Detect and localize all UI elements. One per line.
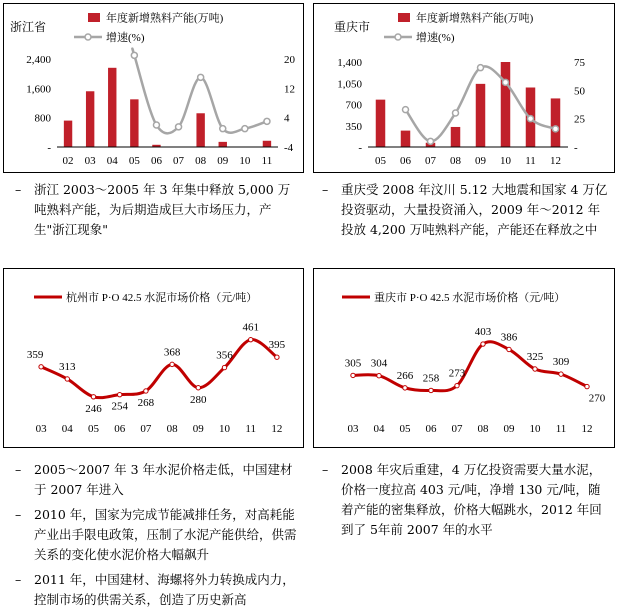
legend-line-marker: [85, 34, 91, 40]
right-tick-label: 4: [284, 112, 290, 125]
price-point: [91, 395, 95, 399]
x-tick-label: 12: [271, 423, 283, 435]
bar: [64, 121, 72, 147]
x-tick-label: 12: [581, 423, 593, 435]
x-tick-label: 08: [166, 423, 178, 435]
data-label: 304: [370, 357, 388, 370]
price-point: [275, 355, 279, 359]
x-tick-label: 10: [239, 155, 251, 167]
x-tick-label: 08: [450, 155, 461, 167]
x-tick-label: 07: [425, 155, 436, 167]
legend-bar-label: 年度新增熟料产能(万吨): [416, 12, 534, 25]
zhejiang-capacity-chart: [4, 4, 305, 174]
chart-title: 重庆市 P·O 42.5 水泥市场价格（元/吨）: [374, 292, 566, 304]
data-label: 395: [268, 339, 286, 352]
right-tick-label: 12: [284, 83, 295, 96]
legend-line-label: 增速(%): [416, 32, 455, 44]
x-tick-label: 03: [84, 155, 96, 167]
growth-point: [453, 110, 459, 116]
chongqing-capacity-panel: [313, 3, 615, 173]
x-tick-label: 07: [140, 423, 152, 435]
left-tick-label: 1,600: [26, 83, 51, 96]
hangzhou-price-panel: [3, 268, 304, 448]
data-label: 356: [216, 349, 233, 362]
x-tick-label: 03: [35, 423, 47, 435]
x-tick-label: 04: [61, 423, 73, 435]
data-label: 309: [552, 356, 570, 369]
note-item: – 2011 年，中国建材、海螺将外力转换成内力，控制市场的供需关系，创造了历史新高: [15, 572, 295, 607]
chart-title: 杭州市 P·O 42.5 水泥市场价格（元/吨）: [66, 292, 258, 304]
x-tick-label: 07: [451, 423, 463, 435]
bar: [401, 131, 411, 147]
legend-line-marker: [395, 34, 401, 40]
chongqing-price-notes: [322, 460, 612, 545]
chart-title: 浙江省: [10, 20, 47, 34]
note-item: – 2005～2007 年 3 年水泥价格走低，中国建材于 2007 年进入: [15, 462, 293, 497]
price-point: [249, 337, 253, 341]
chongqing-notes: [322, 180, 612, 245]
x-tick-label: 11: [525, 155, 536, 167]
x-tick-label: 02: [62, 155, 74, 167]
bar: [219, 142, 227, 147]
x-tick-label: 05: [399, 423, 411, 435]
data-label: 254: [111, 400, 128, 413]
price-point: [429, 388, 433, 392]
right-tick-label: -: [574, 142, 578, 154]
x-tick-label: 10: [500, 155, 511, 167]
chongqing-capacity-chart: [314, 4, 616, 174]
left-tick-label: -: [47, 142, 51, 154]
data-label: 403: [474, 326, 492, 339]
growth-point: [503, 79, 509, 85]
data-label: 305: [344, 357, 362, 370]
data-label: 359: [26, 348, 44, 361]
hangzhou-price-chart: [4, 269, 305, 449]
data-label: 246: [85, 402, 102, 415]
note-text: 浙江 2003～2005 年 3 年集中释放 5,000 万吨熟料产能，为后期造成巨大市场压力，产生"浙江现象": [34, 182, 291, 237]
left-tick-label: 800: [34, 112, 51, 125]
x-tick-label: 05: [88, 423, 99, 435]
price-line: [41, 340, 277, 398]
x-tick-label: 12: [550, 155, 561, 167]
left-tick-label: -: [358, 142, 362, 154]
x-tick-label: 08: [195, 155, 207, 167]
price-point: [533, 367, 537, 371]
bar: [501, 62, 511, 147]
data-label: 258: [422, 372, 440, 385]
x-tick-label: 04: [106, 155, 118, 167]
x-tick-label: 11: [245, 423, 256, 435]
data-label: 268: [137, 396, 155, 409]
price-point: [39, 365, 43, 369]
note-item: – 重庆受 2008 年汶川 5.12 大地震和国家 4 万亿投资驱动，大量投资涌入，2009 年～2012 年投放 4,200 万吨熟料产能，产能还在释放之中: [322, 182, 608, 237]
growth-point: [176, 124, 182, 130]
note-text: 2008 年灾后重建，4 万亿投资需要大量水泥，价格一度拉高 403 元/吨，净增 130 元/吨，随着产能的密集释放，价格大幅跳水，2012 年回到了 5年前 2007 年的水平: [341, 462, 602, 537]
note-text: 2010 年，国家为完成节能减排任务，对高耗能产业出手限电政策，压制了水泥产能供给，供需关系的变化使水泥价格大幅飙升: [34, 507, 297, 562]
price-point: [559, 372, 563, 376]
data-label: 270: [588, 392, 606, 405]
legend-bar-swatch: [398, 13, 410, 22]
growth-point: [264, 118, 270, 124]
growth-point: [242, 126, 248, 132]
left-tick-label: 2,400: [26, 54, 51, 66]
price-point: [118, 392, 122, 396]
x-tick-label: 09: [217, 155, 229, 167]
zhejiang-notes: [15, 180, 300, 245]
x-tick-label: 09: [192, 423, 204, 435]
x-tick-label: 03: [347, 423, 359, 435]
growth-point: [403, 107, 409, 113]
price-point: [144, 389, 148, 393]
left-tick-label: 1,400: [337, 57, 362, 69]
right-tick-label: 20: [284, 54, 295, 66]
price-point: [351, 373, 355, 377]
chongqing-price-chart: [314, 269, 616, 449]
left-tick-label: 350: [345, 120, 362, 133]
growth-point: [553, 126, 559, 132]
note-text: 2011 年，中国建材、海螺将外力转换成内力，控制市场的供需关系，创造了历史新高: [34, 572, 295, 607]
legend-bar-swatch: [88, 13, 100, 22]
x-tick-label: 11: [261, 155, 273, 167]
x-tick-label: 06: [400, 155, 411, 167]
note-item: – 浙江 2003～2005 年 3 年集中释放 5,000 万吨熟料产能，为后期造成巨大市场压力，产生"浙江现象": [15, 182, 291, 237]
bar: [476, 84, 486, 147]
data-label: 280: [190, 393, 207, 406]
bar: [86, 91, 94, 147]
growth-point: [153, 122, 159, 128]
growth-point: [131, 52, 137, 58]
x-tick-label: 09: [503, 423, 515, 435]
price-point: [196, 386, 200, 390]
legend-bar-label: 年度新增熟料产能(万吨): [106, 12, 224, 25]
price-point: [403, 386, 407, 390]
right-tick-label: 75: [574, 57, 585, 69]
x-tick-label: 09: [475, 155, 486, 167]
data-label: 266: [396, 369, 414, 382]
right-tick-label: -4: [284, 142, 294, 154]
left-tick-label: 700: [345, 99, 362, 112]
x-tick-label: 05: [375, 155, 386, 167]
bar: [196, 113, 204, 147]
right-tick-label: 25: [574, 113, 585, 126]
price-point: [377, 374, 381, 378]
note-text: 2005～2007 年 3 年水泥价格走低，中国建材于 2007 年进入: [34, 462, 293, 497]
x-tick-label: 10: [529, 423, 541, 435]
x-tick-label: 06: [114, 423, 126, 435]
x-tick-label: 06: [150, 155, 162, 167]
note-text: 重庆受 2008 年汶川 5.12 大地震和国家 4 万亿投资驱动，大量投资涌入，2009 年～2012 年投放 4,200 万吨熟料产能，产能还在释放之中: [341, 182, 608, 237]
data-label: 368: [163, 346, 181, 359]
note-item: – 2008 年灾后重建，4 万亿投资需要大量水泥，价格一度拉高 403 元/吨，净增 130 元/吨，随着产能的密集释放，价格大幅跳水，2012 年回到了 5年前 2007 年的水平: [322, 462, 602, 537]
bar: [130, 99, 138, 147]
growth-point: [428, 138, 434, 144]
bar: [376, 100, 386, 147]
bar: [551, 98, 561, 147]
chongqing-price-panel: [313, 268, 615, 448]
x-tick-label: 10: [219, 423, 230, 435]
growth-point: [198, 74, 204, 80]
growth-point: [528, 116, 534, 122]
chart-title: 重庆市: [334, 20, 371, 34]
price-point: [481, 342, 485, 346]
growth-point: [478, 65, 484, 71]
price-point: [455, 383, 459, 387]
growth-point: [220, 126, 226, 132]
right-tick-label: 50: [574, 85, 585, 98]
data-label: 386: [500, 331, 518, 344]
bar: [451, 127, 461, 147]
bar: [263, 141, 271, 147]
price-point: [507, 347, 511, 351]
price-point: [585, 384, 589, 388]
zhejiang-capacity-panel: [3, 3, 304, 173]
price-point: [222, 365, 226, 369]
note-item: – 2010 年，国家为完成节能减排任务，对高耗能产业出手限电政策，压制了水泥产能供给，供需关系的变化使水泥价格大幅飙升: [15, 507, 297, 562]
data-label: 325: [526, 351, 544, 363]
x-tick-label: 04: [373, 423, 385, 435]
data-label: 461: [242, 321, 259, 334]
legend-line-label: 增速(%): [106, 32, 145, 44]
price-point: [170, 362, 174, 366]
bar: [108, 68, 116, 147]
price-point: [65, 377, 69, 381]
x-tick-label: 05: [128, 155, 140, 167]
left-tick-label: 1,050: [337, 78, 362, 91]
data-label: 313: [59, 360, 76, 373]
x-tick-label: 11: [555, 423, 567, 435]
x-tick-label: 06: [425, 423, 437, 435]
hangzhou-notes: [15, 460, 300, 615]
x-tick-label: 08: [477, 423, 489, 435]
x-tick-label: 07: [173, 155, 185, 167]
data-label: 273: [448, 367, 466, 380]
